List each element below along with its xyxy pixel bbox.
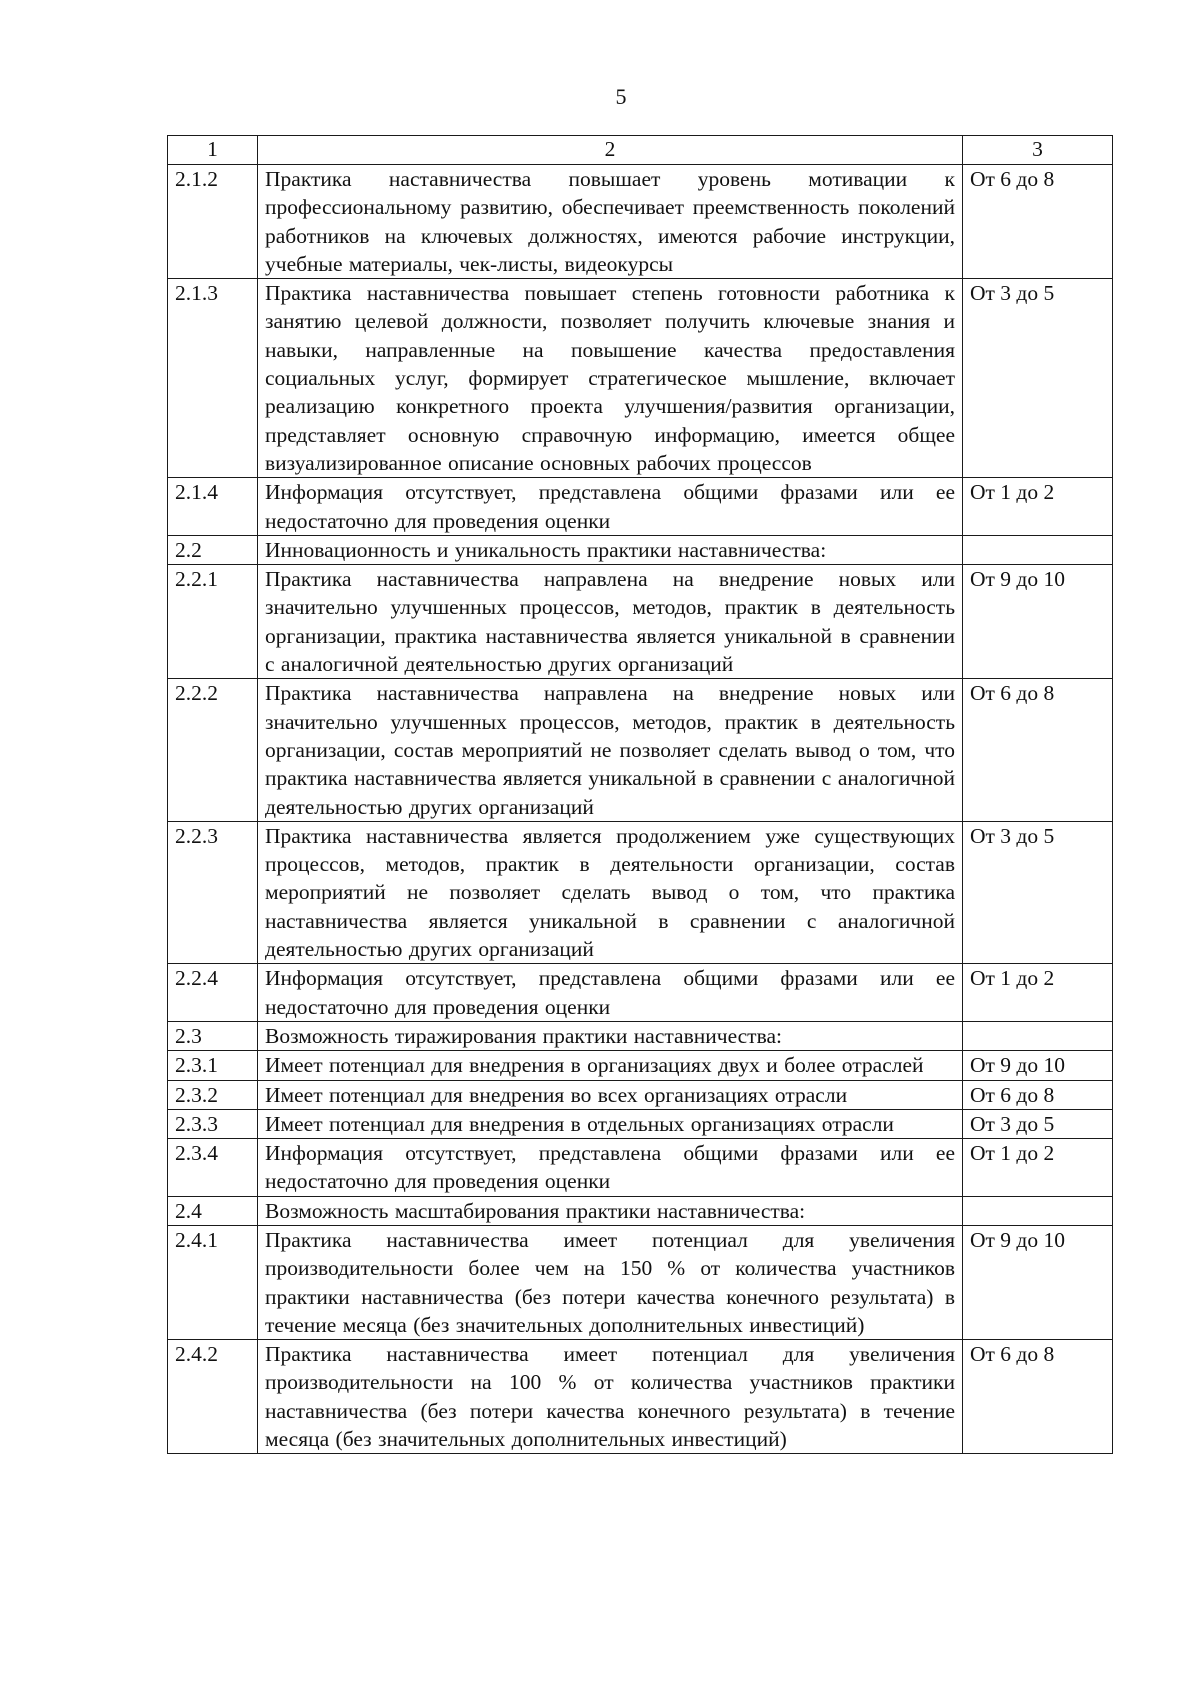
row-number: 2.3.4 [168, 1139, 258, 1197]
section-title: Возможность тиражирования практики наставничества: [258, 1021, 963, 1050]
row-score: От 1 до 2 [963, 1139, 1113, 1197]
table-row [168, 679, 1113, 821]
row-number: 2.3.2 [168, 1080, 258, 1109]
row-score: От 1 до 2 [963, 478, 1113, 536]
table-row [168, 165, 1113, 279]
row-number: 2.2.2 [168, 679, 258, 821]
row-description: Практика наставничества имеет потенциал для увеличения производительности более чем на 150 % от количества участников практики наставничества (без потери качества конечного результата) в течение месяца (без значительных дополнительных инвестиций) [258, 1225, 963, 1339]
table-row [168, 821, 1113, 963]
row-description: Имеет потенциал для внедрения в организациях двух и более отраслей [258, 1051, 963, 1080]
row-description: Практика наставничества направлена на внедрение новых или значительно улучшенных процессов, методов, практик в деятельность организации, практика наставничества является уникальной в сравнении с аналогичной деятельностью других организаций [258, 565, 963, 679]
row-number: 2.2.1 [168, 565, 258, 679]
row-score: От 1 до 2 [963, 964, 1113, 1022]
table-body [168, 165, 1113, 1454]
row-description: Имеет потенциал для внедрения в отдельных организациях отрасли [258, 1109, 963, 1138]
row-number: 2.4.2 [168, 1340, 258, 1454]
table-row [168, 1109, 1113, 1138]
section-title: Инновационность и уникальность практики наставничества: [258, 535, 963, 564]
row-score: От 6 до 8 [963, 1340, 1113, 1454]
section-number: 2.3 [168, 1021, 258, 1050]
row-number: 2.2.4 [168, 964, 258, 1022]
row-number: 2.2.3 [168, 821, 258, 963]
table-row [168, 478, 1113, 536]
column-header-description: 2 [258, 136, 963, 165]
table-row [168, 964, 1113, 1022]
row-score: От 9 до 10 [963, 1225, 1113, 1339]
section-number: 2.4 [168, 1196, 258, 1225]
row-score: От 9 до 10 [963, 1051, 1113, 1080]
column-header-number: 1 [168, 136, 258, 165]
row-description: Практика наставничества повышает степень готовности работника к занятию целевой должности, позволяет получить ключевые знания и навыки, направленные на повышение качества предоставления социальных услуг, формирует стратегическое мышление, включает реализацию конкретного проекта улучшения/развития организации, представляет основную справочную информацию, имеется общее визуализированное описание основных рабочих процессов [258, 279, 963, 478]
row-number: 2.4.1 [168, 1225, 258, 1339]
row-number: 2.1.2 [168, 165, 258, 279]
table-row [168, 1051, 1113, 1080]
row-description: Информация отсутствует, представлена общими фразами или ее недостаточно для проведения оценки [258, 1139, 963, 1197]
page-number: 5 [615, 84, 627, 109]
row-description: Практика наставничества является продолжением уже существующих процессов, методов, практик в деятельности организации, состав мероприятий не позволяет сделать вывод о том, что практика наставничества является уникальной в сравнении с аналогичной деятельностью других организаций [258, 821, 963, 963]
table-row [168, 1340, 1113, 1454]
row-number: 2.1.3 [168, 279, 258, 478]
table-section-row [168, 535, 1113, 564]
row-score: От 3 до 5 [963, 1109, 1113, 1138]
row-number: 2.3.3 [168, 1109, 258, 1138]
section-title: Возможность масштабирования практики наставничества: [258, 1196, 963, 1225]
section-number: 2.2 [168, 535, 258, 564]
row-description: Практика наставничества повышает уровень мотивации к профессиональному развитию, обеспечивает преемственность поколений работников на ключевых должностях, имеются рабочие инструкции, учебные материалы, чек-листы, видеокурсы [258, 165, 963, 279]
row-score: От 6 до 8 [963, 679, 1113, 821]
row-description: Информация отсутствует, представлена общими фразами или ее недостаточно для проведения оценки [258, 478, 963, 536]
table-row [168, 1139, 1113, 1197]
row-description: Практика наставничества направлена на внедрение новых или значительно улучшенных процессов, методов, практик в деятельность организации, состав мероприятий не позволяет сделать вывод о том, что практика наставничества является уникальной в сравнении с аналогичной деятельностью других организаций [258, 679, 963, 821]
row-description: Практика наставничества имеет потенциал для увеличения производительности на 100 % от количества участников практики наставничества (без потери качества конечного результата) в течение месяца (без значительных дополнительных инвестиций) [258, 1340, 963, 1454]
row-score [963, 1021, 1113, 1050]
row-description: Имеет потенциал для внедрения во всех организациях отрасли [258, 1080, 963, 1109]
criteria-table [167, 135, 1113, 1454]
row-score: От 6 до 8 [963, 165, 1113, 279]
table-row [168, 565, 1113, 679]
table-row [168, 1080, 1113, 1109]
column-header-score: 3 [963, 136, 1113, 165]
table-row [168, 1225, 1113, 1339]
row-score: От 6 до 8 [963, 1080, 1113, 1109]
row-score: От 3 до 5 [963, 279, 1113, 478]
table-header-row [168, 136, 1113, 165]
table-section-row [168, 1021, 1113, 1050]
row-score: От 9 до 10 [963, 565, 1113, 679]
row-description: Информация отсутствует, представлена общими фразами или ее недостаточно для проведения оценки [258, 964, 963, 1022]
row-score [963, 1196, 1113, 1225]
row-score: От 3 до 5 [963, 821, 1113, 963]
row-score [963, 535, 1113, 564]
table-row [168, 279, 1113, 478]
table-section-row [168, 1196, 1113, 1225]
row-number: 2.3.1 [168, 1051, 258, 1080]
row-number: 2.1.4 [168, 478, 258, 536]
